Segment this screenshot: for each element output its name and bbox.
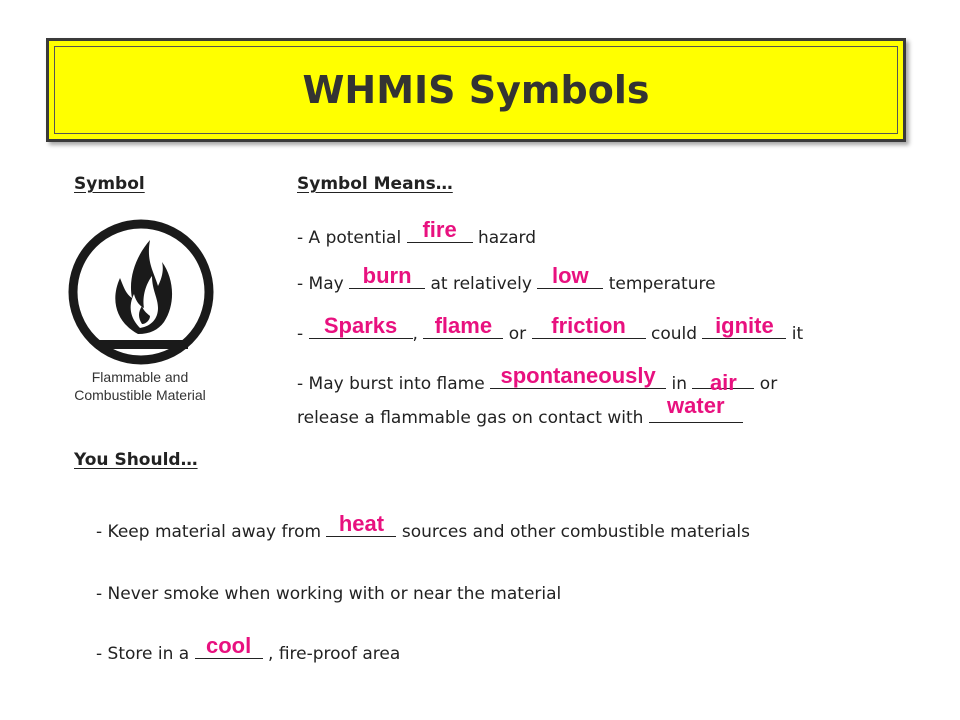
means-line-3-pre: - xyxy=(297,324,309,344)
title-banner xyxy=(46,38,906,142)
answer-fire: fire xyxy=(422,217,457,242)
blank-cool xyxy=(195,633,263,659)
means-line-3-sep1: , xyxy=(412,324,424,344)
symbol-header: Symbol xyxy=(74,174,145,194)
blank-spontaneously xyxy=(490,363,666,389)
blank-flame xyxy=(423,313,503,339)
symbol-caption-line2: Combustible Material xyxy=(74,387,206,403)
answer-ignite: ignite xyxy=(715,313,774,338)
answer-friction: friction xyxy=(551,313,626,338)
means-line-5 xyxy=(297,393,743,428)
should-item-3-pre: - Store in a xyxy=(96,644,195,664)
blank-sparks xyxy=(309,313,413,339)
answer-sparks: Sparks xyxy=(323,313,398,338)
means-line-1-post: hazard xyxy=(472,228,537,248)
means-line-4-mid: in xyxy=(666,374,693,394)
you-should-header: You Should… xyxy=(74,450,198,470)
means-line-4-pre: - May burst into flame xyxy=(297,374,491,394)
means-line-3-sep2: or xyxy=(503,324,532,344)
means-line-1 xyxy=(297,217,537,248)
answer-low: low xyxy=(551,263,589,288)
symbol-caption xyxy=(40,368,240,404)
should-item-3-post: , fire-proof area xyxy=(262,644,401,664)
symbol-means-header: Symbol Means… xyxy=(297,174,453,194)
means-line-4-post: or xyxy=(754,374,778,394)
answer-flame: flame xyxy=(434,313,493,338)
means-line-3-post: it xyxy=(786,324,804,344)
blank-burn xyxy=(349,263,425,289)
blank-air xyxy=(692,370,754,395)
symbol-caption-line1: Flammable and xyxy=(91,369,189,385)
answer-burn: burn xyxy=(362,263,412,288)
title-banner-inner xyxy=(54,46,898,134)
means-line-2 xyxy=(297,263,716,294)
answer-spontaneously: spontaneously xyxy=(500,363,656,388)
blank-friction xyxy=(532,313,646,339)
means-line-5-pre: release a flammable gas on contact with xyxy=(297,408,649,428)
should-item-1-pre: - Keep material away from xyxy=(96,522,327,542)
blank-low xyxy=(537,263,603,289)
means-line-3-sep3: could xyxy=(645,324,703,344)
answer-air: air xyxy=(709,370,737,395)
should-item-1 xyxy=(96,511,750,542)
blank-fire xyxy=(407,217,473,243)
means-line-1-pre: - A potential xyxy=(297,228,407,248)
means-line-2-post: temperature xyxy=(603,274,716,294)
blank-ignite xyxy=(702,313,786,339)
means-line-4 xyxy=(297,363,778,395)
should-item-2: - Never smoke when working with or near the material xyxy=(96,584,562,604)
should-item-1-post: sources and other combustible materials xyxy=(396,522,750,542)
means-line-2-mid: at relatively xyxy=(425,274,538,294)
answer-cool: cool xyxy=(205,633,252,658)
page-title: WHMIS Symbols xyxy=(302,68,650,112)
blank-water xyxy=(649,393,743,423)
blank-heat xyxy=(326,511,396,537)
answer-heat: heat xyxy=(338,511,385,536)
should-item-3 xyxy=(96,633,401,664)
answer-water: water xyxy=(667,393,725,418)
means-line-3 xyxy=(297,313,804,344)
means-line-2-pre: - May xyxy=(297,274,350,294)
